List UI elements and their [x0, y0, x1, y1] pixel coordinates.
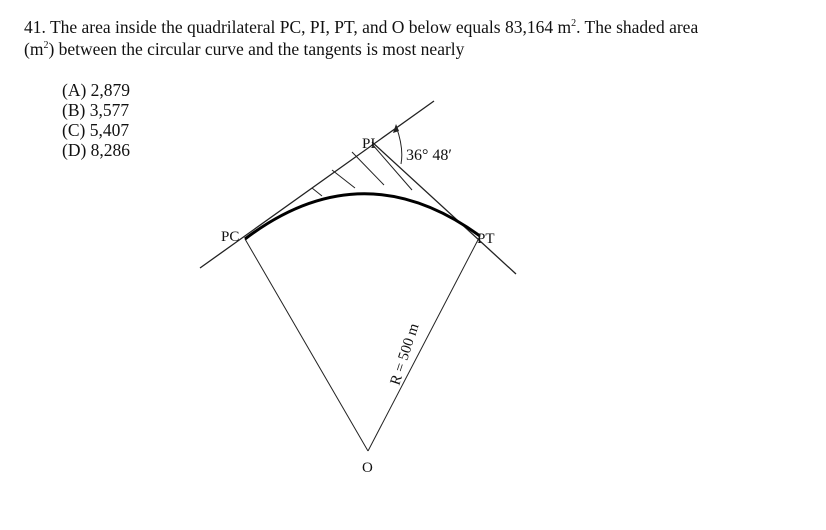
radius-label: R = 500 m — [387, 321, 423, 388]
pi-label: PI — [362, 136, 376, 152]
center-label: O — [362, 460, 373, 476]
angle-label: 36° 48′ — [406, 147, 452, 164]
question-line-1: 41. The area inside the quadrilateral PC, PI, PT, and O below equals 83,164 $m^2$. The shaded area — [24, 17, 699, 37]
question-line-2: $(m^2)$ between the circular curve and the tangents is most nearly — [24, 39, 465, 59]
choice-b[interactable]: (B) 3,577 — [62, 100, 130, 120]
radius-to-pt — [368, 236, 480, 451]
choice-c[interactable]: (C) 5,407 — [62, 120, 130, 140]
radius-to-pc — [245, 239, 368, 451]
circular-curve — [245, 194, 480, 239]
pc-label: PC — [221, 229, 240, 245]
pt-label: PT — [477, 231, 495, 247]
choice-d[interactable]: (D) 8,286 — [62, 140, 131, 160]
choice-a[interactable]: (A) 2,879 — [62, 80, 131, 100]
question-number: 41. — [24, 17, 46, 37]
